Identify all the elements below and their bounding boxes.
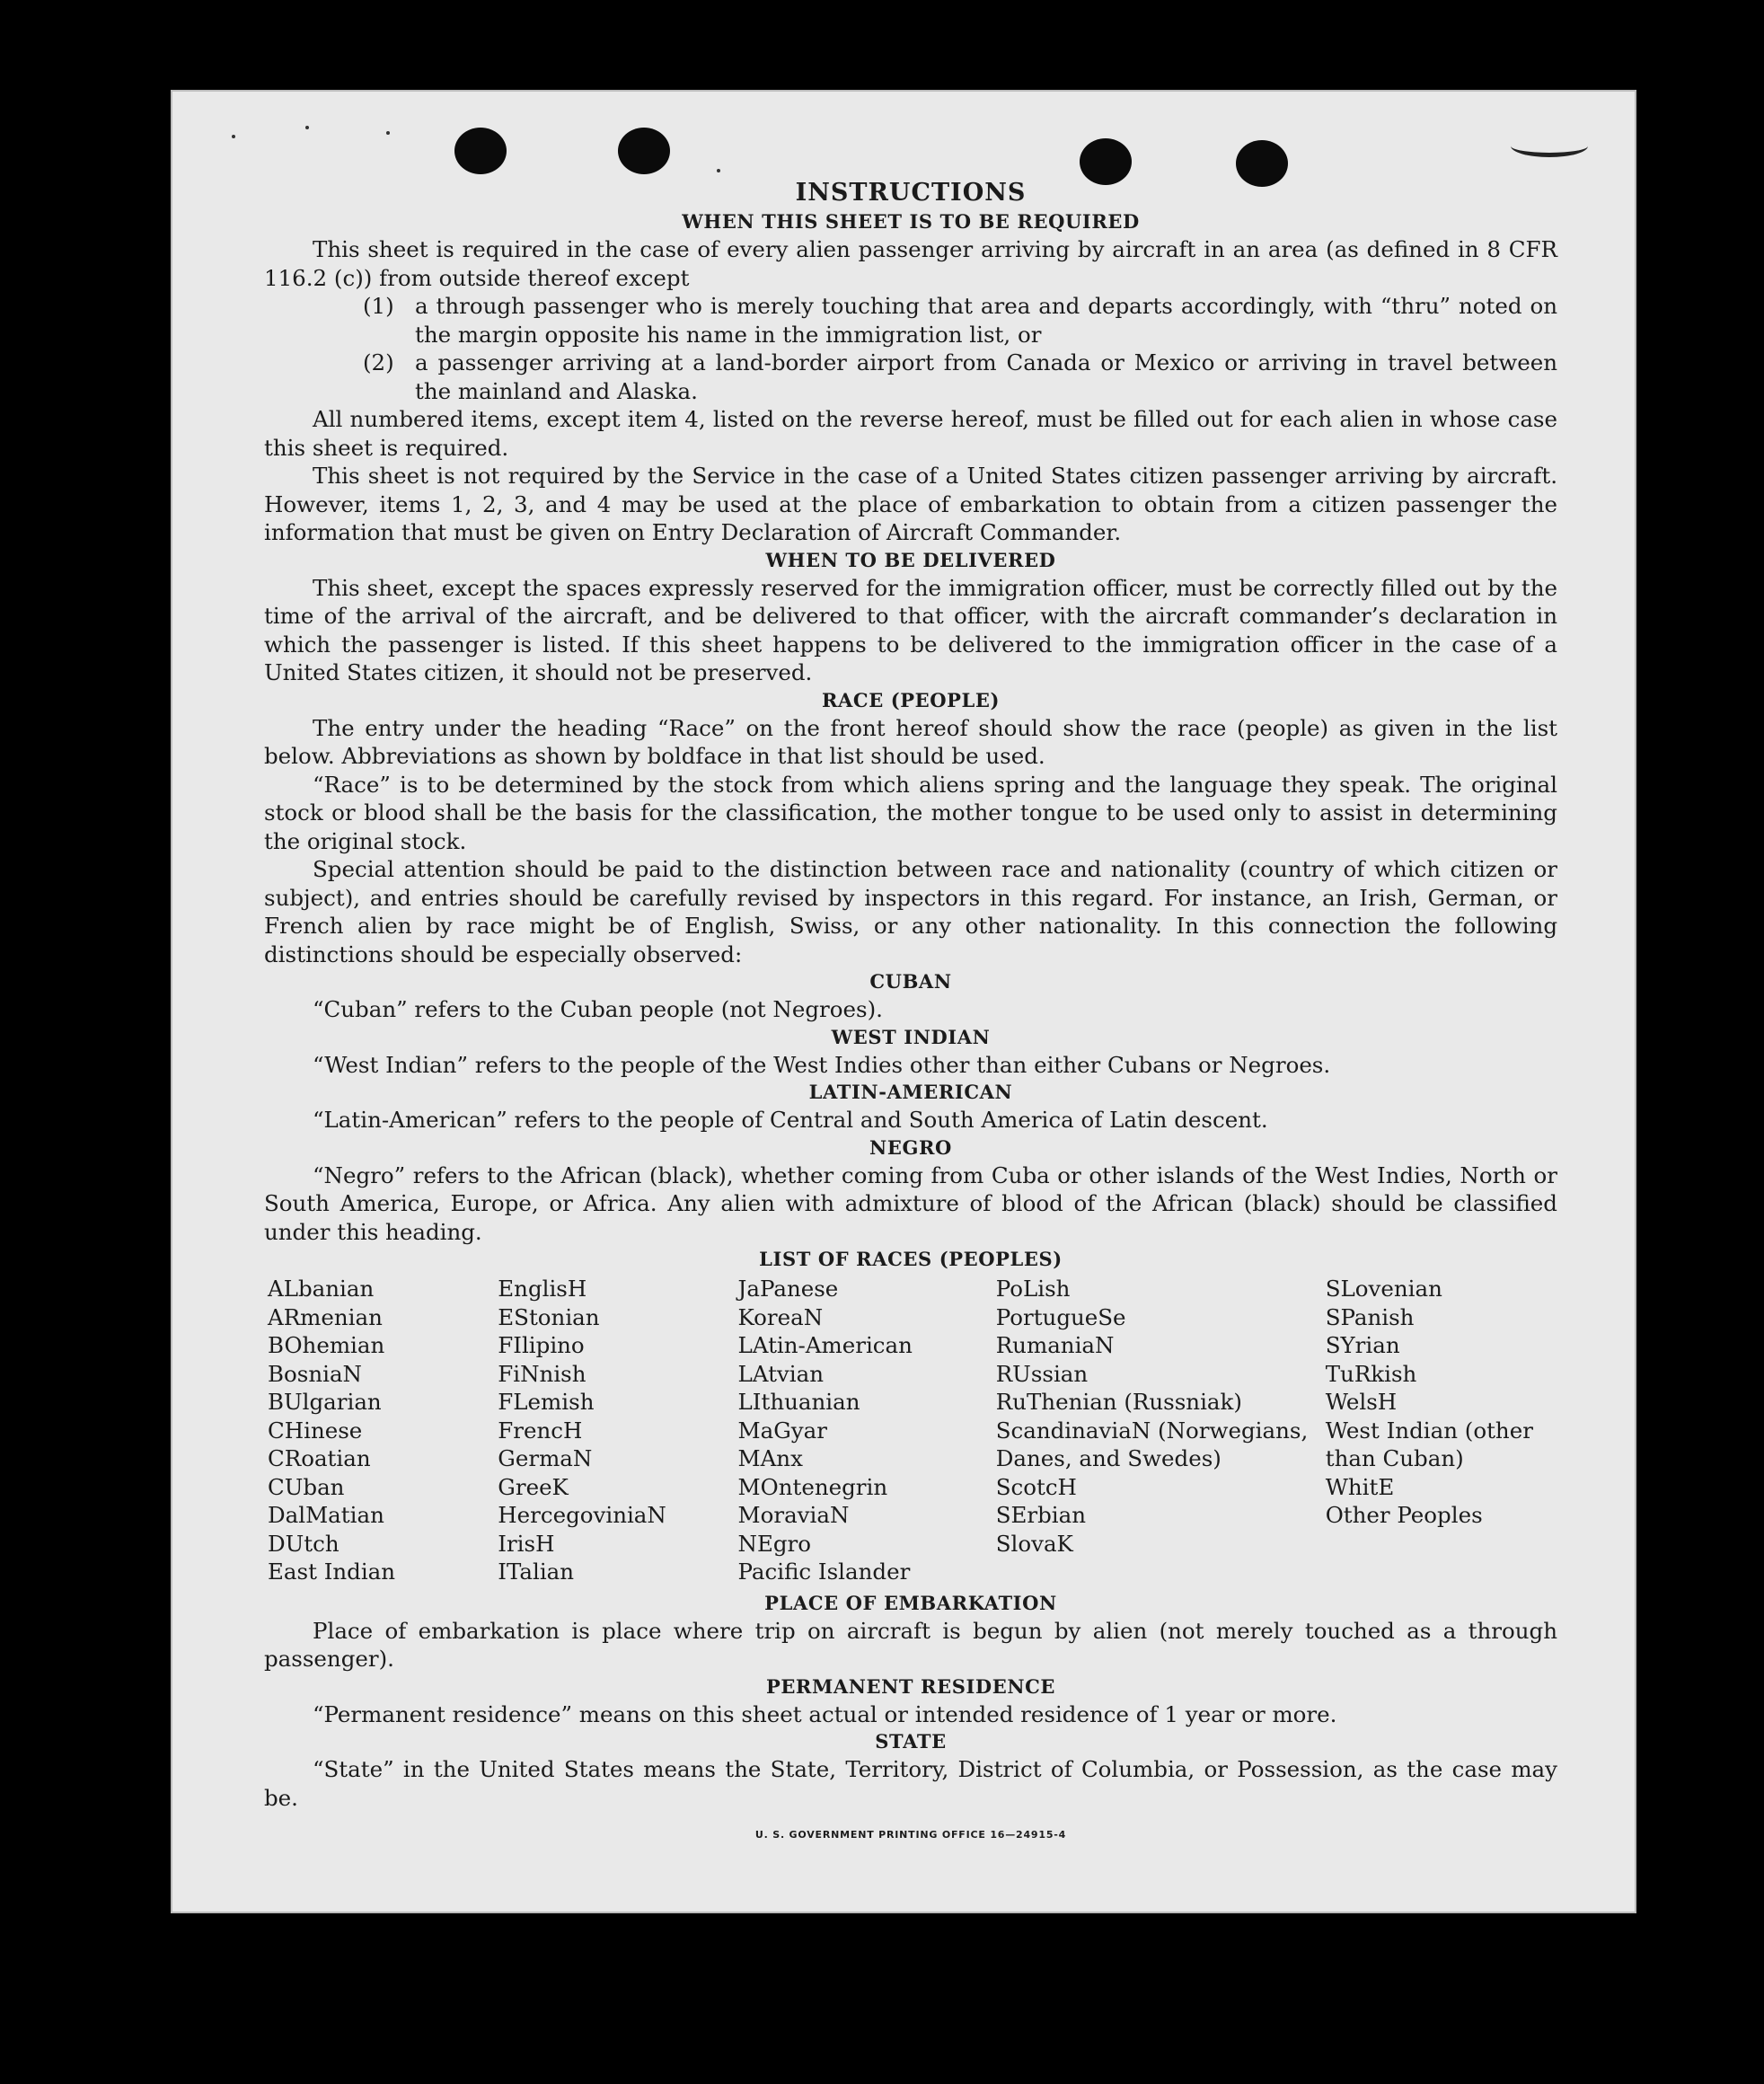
race-item: FiNnish: [498, 1360, 587, 1387]
race-column: [996, 1275, 1326, 1586]
race-column: [1326, 1275, 1557, 1586]
race-item: LAtvian: [737, 1360, 824, 1387]
paragraph: This sheet, except the spaces expressly reserved for the immigration officer, must be correctly filled out by the time of the arrival of the aircraft, and be delivered to that officer, with the aircraft commander’s declaration in which the passenger is listed. If this sheet happens to be delivered to the immigration officer in the case of a United States citizen, it should not be preserved.: [264, 574, 1557, 685]
exception-number: (2): [363, 349, 394, 375]
race-list: [268, 1275, 1557, 1586]
paragraph: All numbered items, except item 4, listed on the reverse hereof, must be filled out for each alien in whose case this sheet is required.: [264, 406, 1557, 461]
race-item: FIlipino: [498, 1332, 585, 1358]
race-item: GermaN: [498, 1445, 593, 1471]
race-item: MaGyar: [737, 1417, 827, 1444]
paragraph: This sheet is required in the case of every alien passenger arriving by aircraft in an area (as defined in 8 CFR 116.2 (c)) from outside thereof except: [264, 236, 1557, 291]
race-item: MoraviaN: [737, 1502, 850, 1528]
race-item: LAtin-American: [737, 1332, 913, 1358]
heading-latin-american: LATIN-AMERICAN: [808, 1081, 1013, 1103]
race-item: SlovaK: [995, 1530, 1073, 1557]
paragraph: “Negro” refers to the African (black), whether coming from Cuba or other islands of the West Indies, North or South America, Europe, or Africa. Any alien with admixture of blood of the African (black) should be classified under this heading.: [264, 1161, 1557, 1245]
exception-item: [264, 349, 1557, 405]
heading-delivered: WHEN TO BE DELIVERED: [765, 548, 1056, 571]
printing-office-footer: U. S. GOVERNMENT PRINTING OFFICE 16—24915-4: [754, 1829, 1067, 1841]
race-item: RumaniaN: [995, 1332, 1115, 1358]
speck: [305, 126, 309, 129]
race-item: BUlgarian: [268, 1389, 382, 1415]
race-item: ScandinaviaN (Norwegians, Danes, and Swedes): [995, 1417, 1309, 1471]
paragraph: “Latin-American” refers to the people of Central and South America of Latin descent.: [313, 1107, 1268, 1133]
heading-negro: NEGRO: [869, 1135, 952, 1159]
race-item: BosniaN: [268, 1360, 362, 1387]
race-item: NEgro: [737, 1530, 811, 1557]
exception-text: a through passenger who is merely touching that area and departs accordingly, with “thru” noted on the margin opposite his name in the immigration list, or: [415, 293, 1557, 348]
heading-required: WHEN THIS SHEET IS TO BE REQUIRED: [682, 210, 1140, 233]
race-item: Other Peoples: [1325, 1502, 1483, 1528]
pen-mark: [1511, 135, 1588, 157]
race-item: CHinese: [268, 1417, 363, 1444]
exception-number: (1): [363, 293, 394, 319]
document-sheet: [171, 90, 1636, 1913]
exception-text: a passenger arriving at a land-border airport from Canada or Mexico or arriving in travel between the mainland and Alaska.: [415, 349, 1557, 404]
race-item: CUban: [268, 1473, 345, 1500]
race-item: DUtch: [268, 1530, 340, 1557]
race-item: SErbian: [995, 1502, 1087, 1528]
race-item: RuThenian (Russniak): [995, 1389, 1242, 1415]
race-item: ALbanian: [268, 1276, 375, 1302]
race-column: [498, 1275, 737, 1586]
paragraph: “Cuban” refers to the Cuban people (not Negroes).: [313, 996, 883, 1022]
race-item: DalMatian: [268, 1502, 384, 1528]
race-item: West Indian (other than Cuban): [1325, 1417, 1533, 1471]
heading-race: RACE (PEOPLE): [821, 688, 1001, 711]
paragraph: “Permanent residence” means on this sheet actual or intended residence of 1 year or more.: [313, 1700, 1337, 1727]
race-item: KoreaN: [737, 1303, 824, 1330]
race-item: RUssian: [995, 1360, 1089, 1387]
race-item: LIthuanian: [737, 1389, 860, 1415]
heading-embarkation: PLACE OF EMBARKATION: [764, 1591, 1057, 1614]
race-item: ScotcH: [995, 1473, 1077, 1500]
exception-item: [264, 292, 1557, 349]
race-item: JaPanese: [737, 1276, 839, 1302]
race-item: EStonian: [498, 1303, 600, 1330]
page-title: INSTRUCTIONS: [795, 179, 1027, 207]
race-item: HercegoviniaN: [498, 1502, 666, 1528]
paragraph: “West Indian” refers to the people of the West Indies other than either Cubans or Negroes.: [313, 1051, 1331, 1078]
race-item: PoLish: [995, 1276, 1071, 1302]
race-item: SPanish: [1325, 1303, 1415, 1330]
paragraph: “Race” is to be determined by the stock from which aliens spring and the language they speak. The original stock or blood shall be the basis for the classification, the mother tongue to be used only to assist in determining the original stock.: [264, 771, 1557, 854]
race-item: SLovenian: [1325, 1276, 1442, 1302]
race-item: TuRkish: [1325, 1360, 1417, 1387]
paragraph: This sheet is not required by the Service in the case of a United States citizen passenger arriving by aircraft. However, items 1, 2, 3, and 4 may be used at the place of embarkation to obtain from a citizen passenger the information that must be given on Entry Declaration of Aircraft Commander.: [264, 463, 1557, 545]
heading-list-of-races: LIST OF RACES (PEOPLES): [759, 1248, 1063, 1270]
punch-hole: [454, 128, 507, 174]
race-item: SYrian: [1325, 1332, 1400, 1358]
race-item: MOntenegrin: [737, 1473, 888, 1500]
race-item: IrisH: [498, 1530, 555, 1557]
heading-permanent-residence: PERMANENT RESIDENCE: [765, 1674, 1056, 1698]
race-item: WelsH: [1325, 1389, 1398, 1415]
paragraph: Special attention should be paid to the distinction between race and nationality (country of which citizen or subject), and entries should be carefully revised by inspectors in this regard. For instance, an Irish, German, or French alien by race might be of English, Swiss, or any other nationality. In this connection the following distinctions should be especially observed:: [264, 856, 1557, 967]
race-column: [268, 1275, 498, 1586]
paragraph: “State” in the United States means the State, Territory, District of Columbia, or Possession, as the case may be.: [264, 1756, 1557, 1811]
race-item: ITalian: [498, 1559, 575, 1585]
race-item: FLemish: [498, 1389, 595, 1415]
race-item: CRoatian: [268, 1445, 371, 1471]
race-item: EnglisH: [498, 1276, 587, 1302]
paragraph: The entry under the heading “Race” on the front hereof should show the race (people) as given in the list below. Abbreviations as shown by boldface in that list should be used.: [264, 714, 1557, 769]
race-item: GreeK: [498, 1473, 569, 1500]
race-item: BOhemian: [268, 1332, 385, 1358]
heading-west-indian: WEST INDIAN: [831, 1025, 991, 1048]
speck: [717, 169, 720, 172]
speck: [232, 135, 235, 138]
race-column: [738, 1275, 996, 1586]
race-item: ARmenian: [268, 1303, 383, 1330]
instructions-text: [264, 178, 1557, 1850]
paragraph: Place of embarkation is place where trip on aircraft is begun by alien (not merely touched as a through passenger).: [264, 1617, 1557, 1672]
heading-state: STATE: [875, 1730, 947, 1753]
race-item: PortugueSe: [995, 1303, 1126, 1330]
race-item: MAnx: [737, 1445, 803, 1471]
punch-hole: [618, 128, 670, 174]
heading-cuban: CUBAN: [869, 970, 952, 993]
race-item: WhitE: [1325, 1473, 1395, 1500]
speck: [386, 131, 390, 135]
race-item: Pacific Islander: [737, 1559, 911, 1585]
race-item: FrencH: [498, 1417, 583, 1444]
race-item: East Indian: [268, 1559, 396, 1585]
